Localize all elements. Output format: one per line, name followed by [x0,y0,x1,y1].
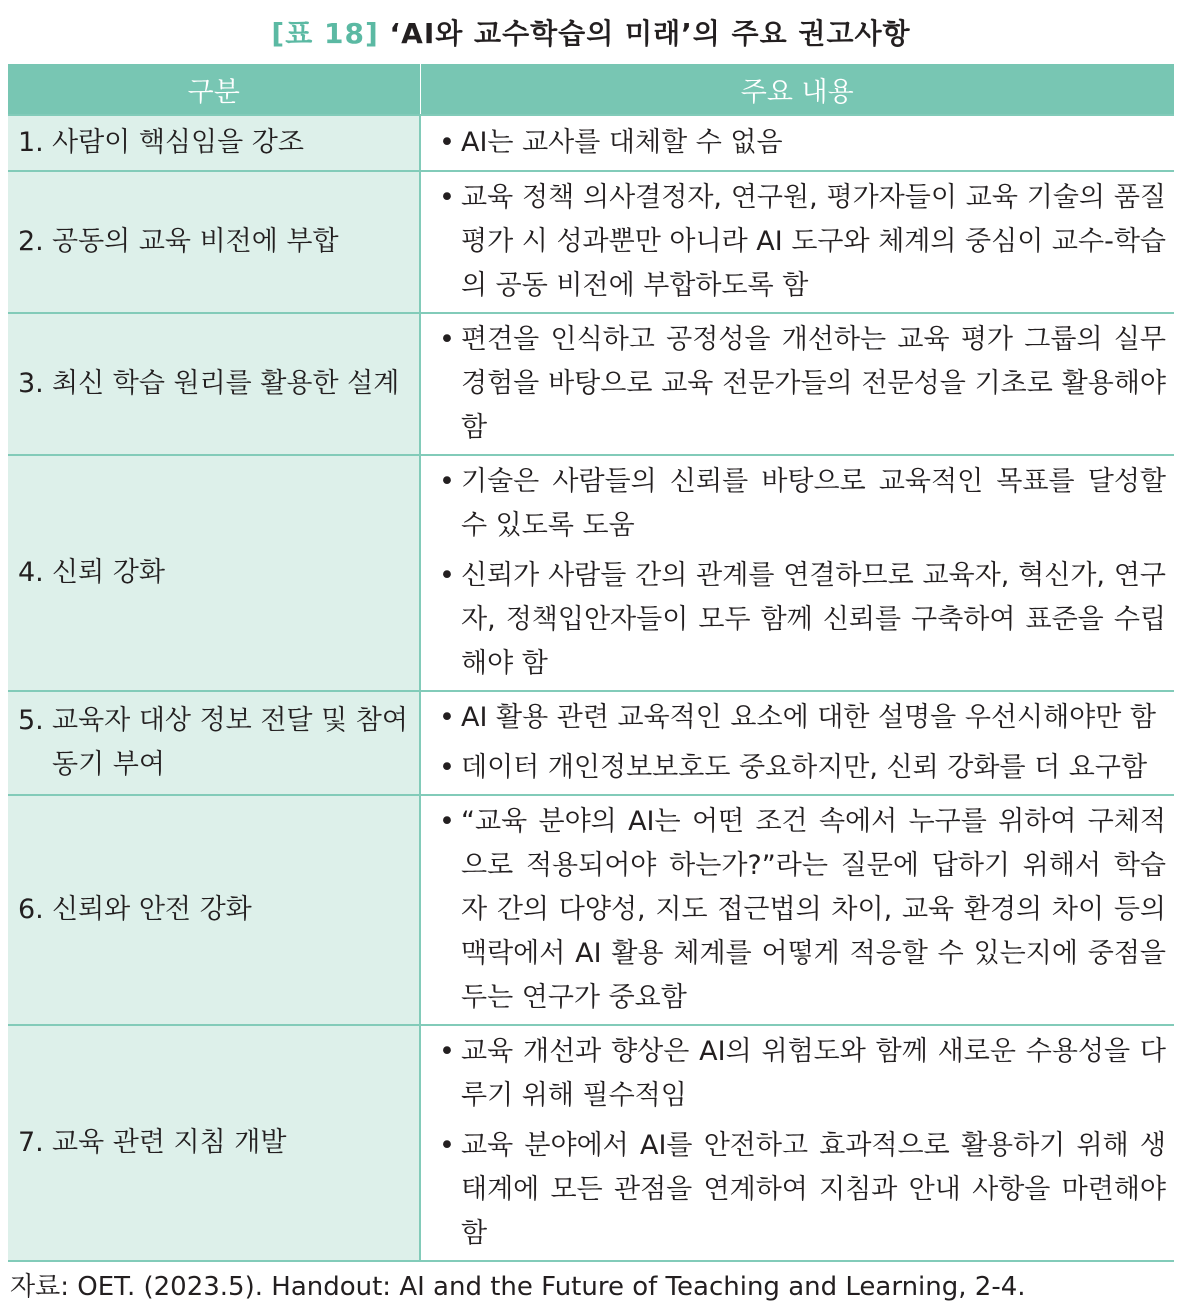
category-label [18,699,411,787]
bullet-list [439,121,1166,165]
table-row [8,313,1174,455]
content-cell [420,455,1174,691]
category-text: 신뢰와 안전 강화 [52,894,252,925]
table-row [8,795,1174,1025]
category-label [18,1121,411,1165]
category-text: 공동의 교육 비전에 부합 [52,226,339,257]
category-text: 최신 학습 원리를 활용한 설계 [52,368,400,399]
content-cell [420,115,1174,171]
list-item [439,1030,1166,1118]
header-content: 주요 내용 [420,64,1174,115]
category-number: 5. [18,705,44,736]
category-cell [8,313,420,455]
category-label [18,888,411,932]
category-text: 신뢰 강화 [52,557,165,588]
list-item [439,746,1166,790]
category-cell [8,1025,420,1261]
category-text: 교육 관련 지침 개발 [52,1127,287,1158]
category-label [18,362,411,406]
table-row [8,455,1174,691]
list-item [439,460,1166,548]
bullet-list [439,460,1166,686]
table-caption [0,12,1182,52]
bullet-text: AI 활용 관련 교육적인 요소에 대한 설명을 우선시해야만 함 [461,702,1156,733]
content-cell [420,171,1174,313]
bullet-icon: • [439,1036,455,1067]
bullet-icon: • [439,466,455,497]
bullet-icon: • [439,127,455,158]
bullet-text: 데이터 개인정보보호도 중요하지만, 신뢰 강화를 더 요구함 [461,752,1148,783]
bullet-icon: • [439,1130,455,1161]
bullet-list [439,800,1166,1020]
bullet-text: 교육 개선과 향상은 AI의 위험도와 함께 새로운 수용성을 다루기 위해 필수적임 [461,1036,1166,1111]
table-number: [표 18] [271,17,379,50]
category-number: 7. [18,1127,44,1158]
bullet-text: AI는 교사를 대체할 수 없음 [461,127,783,158]
category-label [18,551,411,595]
list-item [439,318,1166,450]
bullet-icon: • [439,182,455,213]
category-cell [8,795,420,1025]
list-item [439,121,1166,165]
content-cell [420,795,1174,1025]
category-label [18,220,411,264]
category-cell [8,455,420,691]
bullet-list [439,696,1166,790]
category-cell [8,171,420,313]
table-row [8,115,1174,171]
bullet-text: 편견을 인식하고 공정성을 개선하는 교육 평가 그룹의 실무 경험을 바탕으로 교육 전문가들의 전문성을 기초로 활용해야 함 [461,324,1166,443]
source-note: 자료: OET. (2023.5). Handout: AI and the Future of Teaching and Learning, 2-4. [10,1272,1026,1302]
bullet-icon: • [439,324,455,355]
recommendations-table [8,64,1174,1262]
bullet-list [439,176,1166,308]
category-number: 1. [18,127,44,158]
bullet-text: 교육 정책 의사결정자, 연구원, 평가자들이 교육 기술의 품질 평가 시 성과뿐만 아니라 AI 도구와 체계의 중심이 교수-학습의 공동 비전에 부합하도록 함 [461,182,1166,301]
table-title: ‘AI와 교수학습의 미래’의 주요 권고사항 [389,17,911,50]
bullet-list [439,318,1166,450]
list-item [439,554,1166,686]
bullet-icon: • [439,560,455,591]
list-item [439,176,1166,308]
category-cell [8,691,420,795]
list-item [439,1124,1166,1256]
table-header-row [8,64,1174,115]
bullet-icon: • [439,752,455,783]
bullet-text: 기술은 사람들의 신뢰를 바탕으로 교육적인 목표를 달성할 수 있도록 도움 [461,466,1166,541]
category-label [18,121,411,165]
bullet-text: 교육 분야에서 AI를 안전하고 효과적으로 활용하기 위해 생태계에 모든 관점을 연계하여 지침과 안내 사항을 마련해야 함 [461,1130,1166,1249]
table-row [8,691,1174,795]
list-item [439,696,1166,740]
content-cell [420,691,1174,795]
category-number: 3. [18,368,44,399]
list-item [439,800,1166,1020]
table-body [8,115,1174,1261]
header-category: 구분 [8,64,420,115]
category-text: 사람이 핵심임을 강조 [52,127,304,158]
bullet-icon: • [439,702,455,733]
category-cell [8,115,420,171]
table-row [8,171,1174,313]
table-row [8,1025,1174,1261]
bullet-text: 신뢰가 사람들 간의 관계를 연결하므로 교육자, 혁신가, 연구자, 정책입안자들이 모두 함께 신뢰를 구축하여 표준을 수립해야 함 [461,560,1166,679]
content-cell [420,1025,1174,1261]
category-number: 4. [18,557,44,588]
category-text: 교육자 대상 정보 전달 및 참여 동기 부여 [52,705,408,780]
category-number: 6. [18,894,44,925]
category-number: 2. [18,226,44,257]
content-cell [420,313,1174,455]
bullet-icon: • [439,806,455,837]
bullet-text: “교육 분야의 AI는 어떤 조건 속에서 누구를 위하여 구체적으로 적용되어야 하는가?”라는 질문에 답하기 위해서 학습자 간의 다양성, 지도 접근법의 차이, 교육 환경의 차이 등의 맥락에서 AI 활용 체계를 어떻게 적응할 수 있는지에 중점을 두는 연구가 중요함 [461,806,1166,1013]
bullet-list [439,1030,1166,1256]
